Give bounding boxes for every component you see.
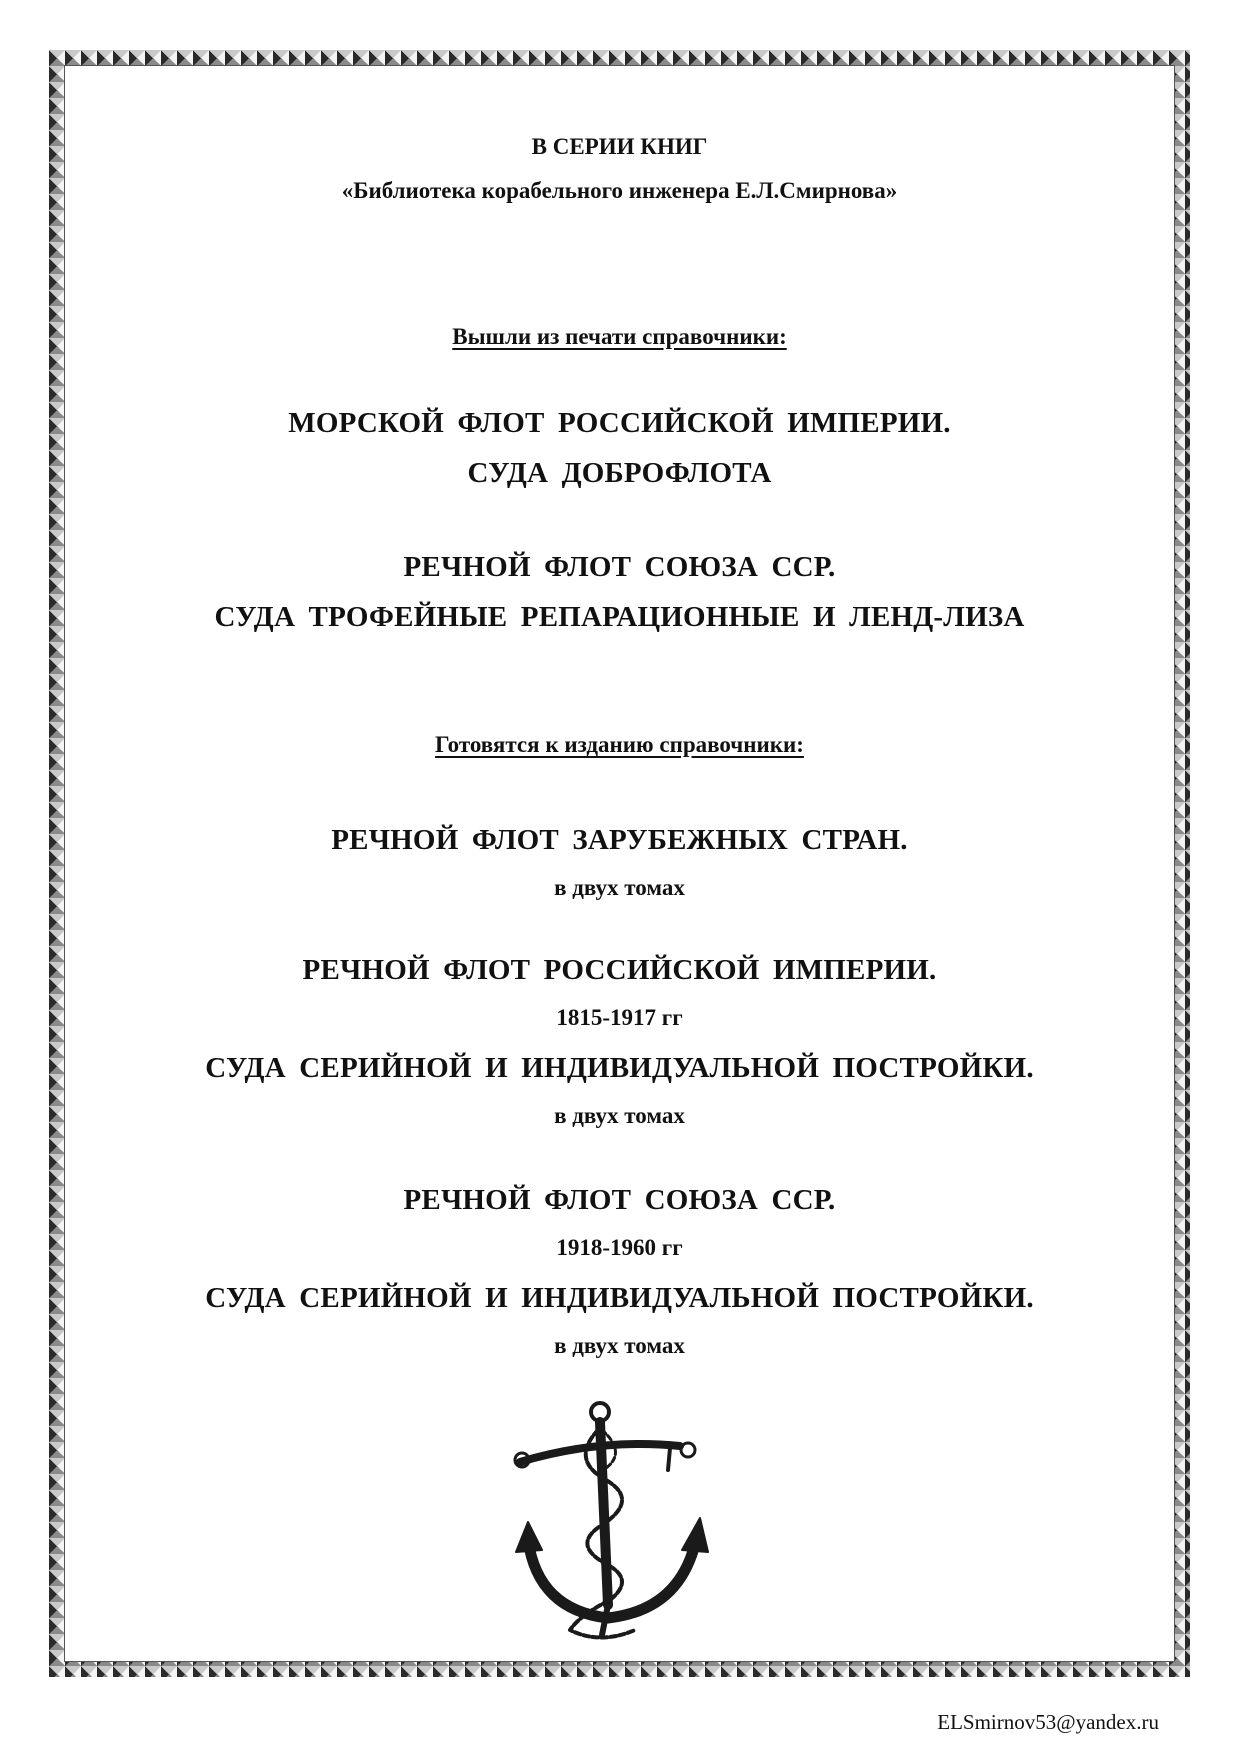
published-book-1-line-2: СУДА ДОБРОФЛОТА: [467, 457, 772, 489]
upcoming-book-3-years: 1918-1960 гг: [556, 1235, 683, 1260]
published-book-1-line-1: МОРСКОЙ ФЛОТ РОССИЙСКОЙ ИМПЕРИИ.: [288, 407, 951, 439]
series-title: «Библиотека корабельного инженера Е.Л.Смирнова»: [341, 178, 898, 203]
upcoming-book-2-volumes: в двух томах: [554, 1103, 685, 1128]
upcoming-book-2-subtitle: СУДА СЕРИЙНОЙ И ИНДИВИДУАЛЬНОЙ ПОСТРОЙКИ.: [205, 1052, 1034, 1084]
upcoming-book-2-title: РЕЧНОЙ ФЛОТ РОССИЙСКОЙ ИМПЕРИИ.: [302, 954, 937, 986]
published-book-2-line-1: РЕЧНОЙ ФЛОТ СОЮЗА ССР.: [403, 551, 836, 583]
upcoming-book-1-title: РЕЧНОЙ ФЛОТ ЗАРУБЕЖНЫХ СТРАН.: [331, 824, 908, 856]
upcoming-book-3-volumes: в двух томах: [554, 1333, 685, 1358]
upcoming-subheading: Готовятся к изданию справочники:: [435, 732, 804, 757]
published-subheading: Вышли из печати справочники:: [452, 324, 787, 349]
published-book-2-line-2: СУДА ТРОФЕЙНЫЕ РЕПАРАЦИОННЫЕ И ЛЕНД-ЛИЗА: [214, 601, 1025, 633]
footer-email: ELSmirnov53@yandex.ru: [937, 1710, 1159, 1734]
upcoming-book-1-volumes: в двух томах: [554, 875, 685, 900]
upcoming-book-3-title: РЕЧНОЙ ФЛОТ СОЮЗА ССР.: [403, 1184, 836, 1216]
series-heading: В СЕРИИ КНИГ: [531, 134, 708, 159]
upcoming-book-2-years: 1815-1917 гг: [556, 1005, 683, 1030]
anchor-icon: [510, 1400, 710, 1650]
upcoming-book-3-subtitle: СУДА СЕРИЙНОЙ И ИНДИВИДУАЛЬНОЙ ПОСТРОЙКИ.: [205, 1282, 1034, 1314]
